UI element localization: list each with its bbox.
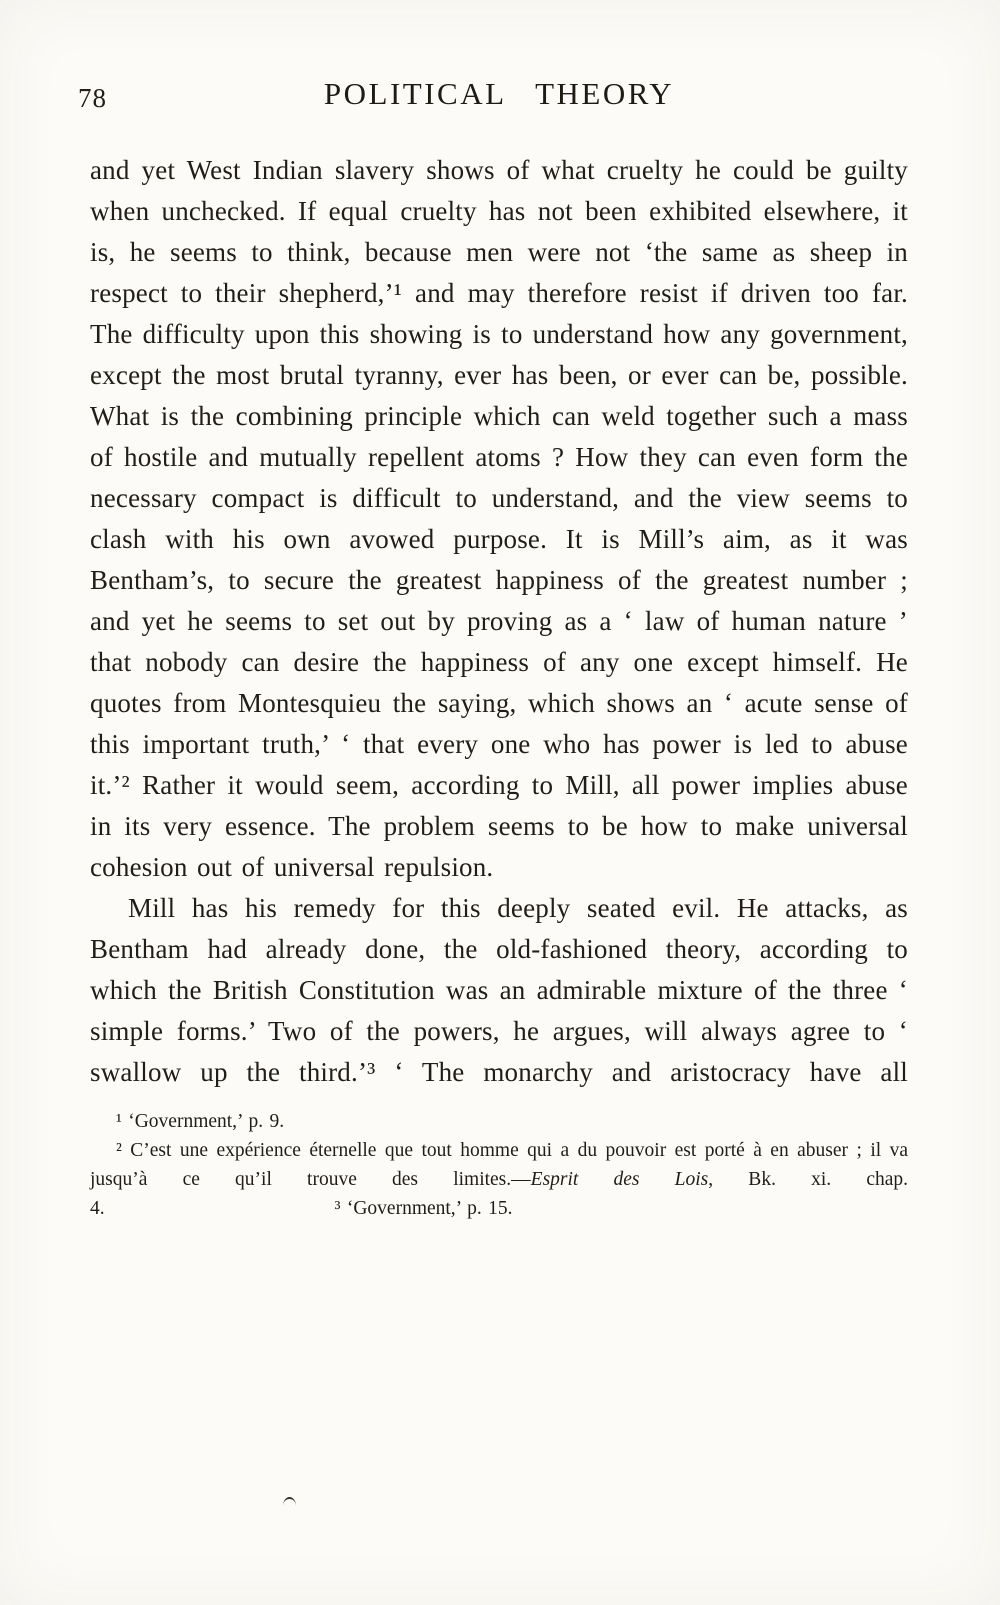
footnote-3: ³ ‘Government,’ p. 15. [334,1198,513,1219]
running-title: POLITICAL THEORY [323,76,675,111]
footnote-1: ¹ ‘Government,’ p. 9. [116,1111,285,1132]
page-body [90,150,908,1093]
footnotes-section [90,1107,908,1223]
ink-mark [283,1497,296,1506]
footnote-2-tail: , Bk. xi. chap. 4. [90,1169,909,1219]
footnote-2-text: ² C’est une expérience éternelle que tout homme qui a du pouvoir est porté à en abuser ; il va jusqu’à ce qu’il trouve des limites.— [90,1140,908,1190]
page-number: 78 [78,83,107,113]
body-paragraph-2: Mill has his remedy for this deeply seated evil. He attacks, as Bentham had already done, the old-fashioned theory, according to which the British Constitution was an admirable mixture of the three ‘ simple forms.’ Two of the powers, he argues, will always agree to ‘ swallow up the third.’³ ‘ The monarchy and aristocracy have all [90,893,908,1087]
page-header [78,72,908,116]
body-paragraph-1: and yet West Indian slavery shows of what cruelty he could be guilty when unchecked. If equal cruelty has not been exhibited elsewhere, it is, he seems to think, because men were not ‘the same as sheep in respect to their shepherd,’¹ and may therefore resist if driven too far. The difficulty upon this showing is to understand how any government, except the most brutal tyranny, ever has been, or ever can be, possible. What is the combining principle which can weld together such a mass of hostile and mutually repellent atoms ? How they can even form the necessary compact is difficult to understand, and the view seems to clash with his own avowed purpose. It is Mill’s aim, as it was Bentham’s, to secure the greatest happiness of the greatest number ; and yet he seems to set out by proving as a ‘ law of human nature ’ that nobody can desire the happiness of any one except himself. He quotes from Montesquieu the saying, which shows an ‘ acute sense of this important truth,’ ‘ that every one who has power is led to abuse it.’² Rather it would seem, according to Mill, all power implies abuse in its very essence. The problem seems to be how to make universal cohesion out of universal repulsion. [90,155,908,882]
footnote-2 [90,1136,908,1223]
footnote-2-source-title: Esprit des Lois [530,1169,709,1190]
